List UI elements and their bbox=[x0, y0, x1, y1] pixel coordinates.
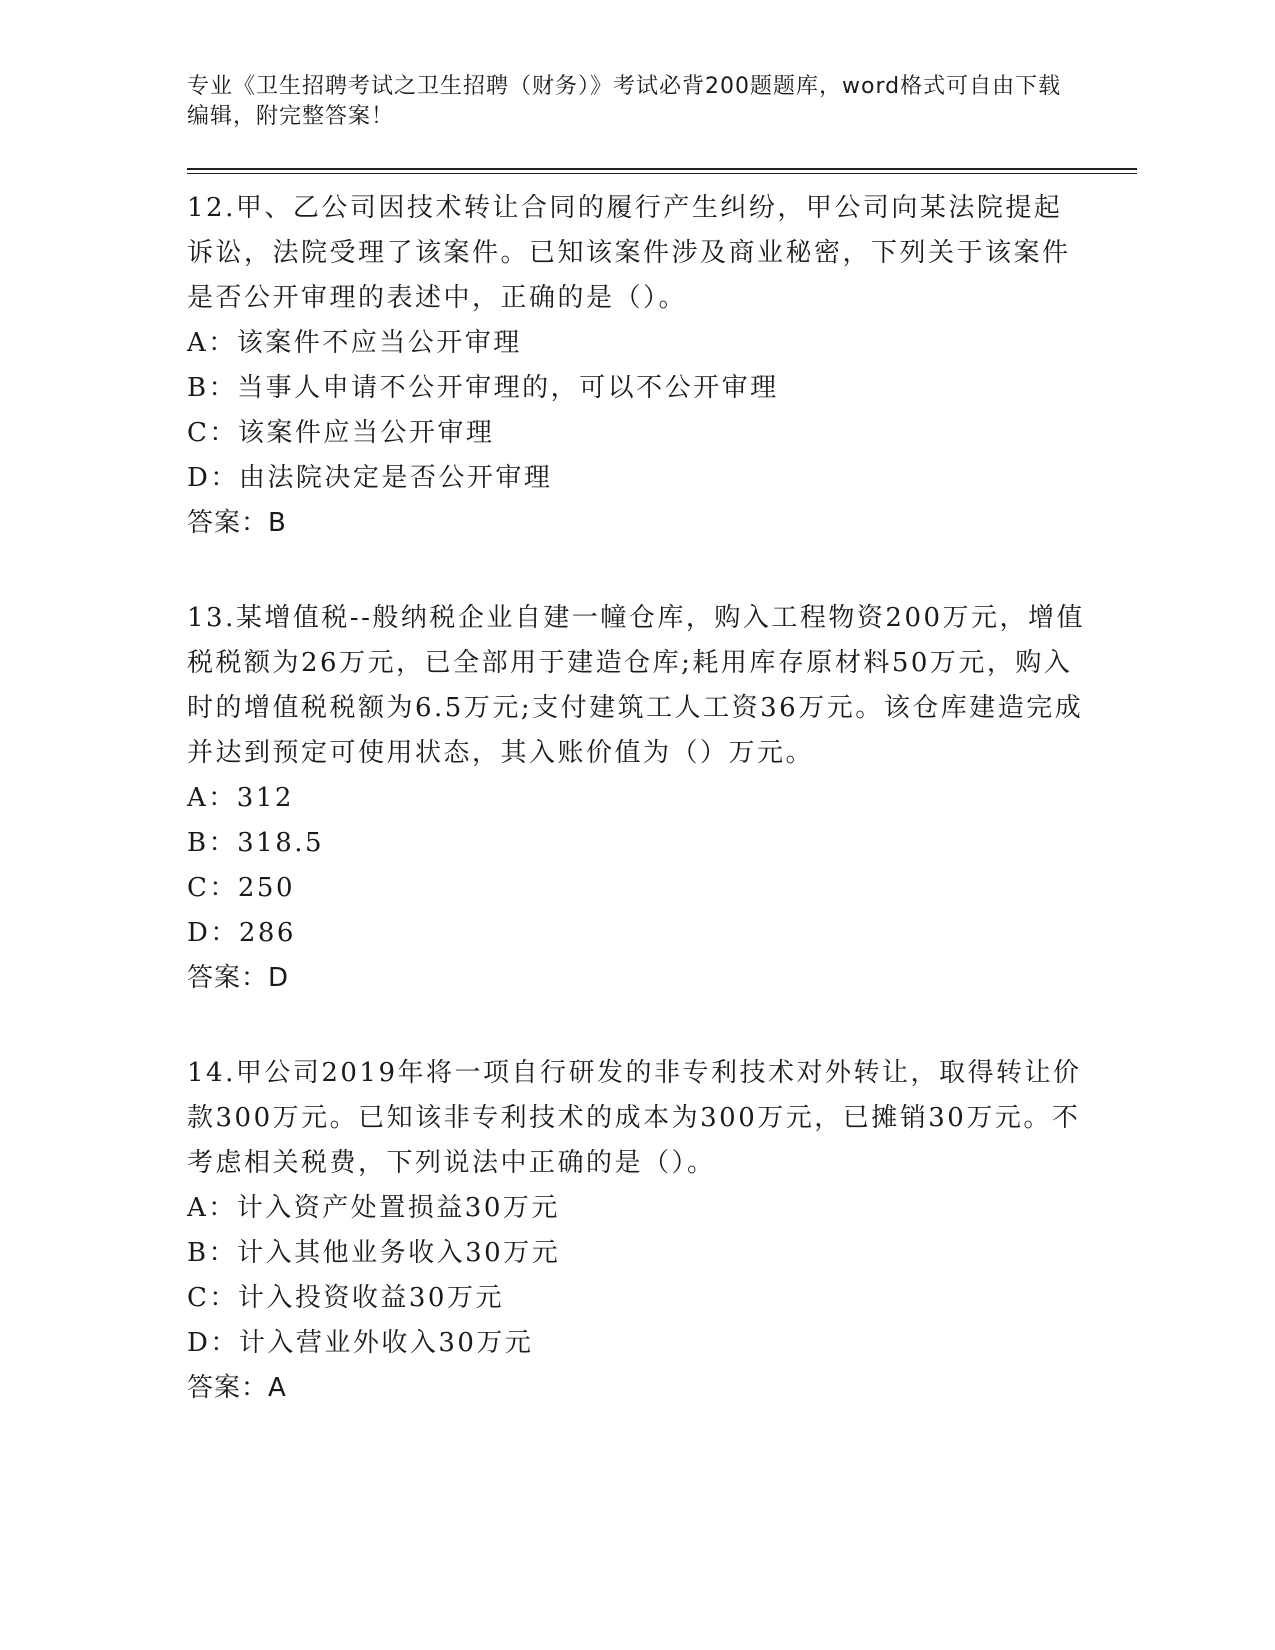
option-a: A：312 bbox=[187, 783, 294, 813]
question-stem: 13.某增值税--般纳税企业自建一幢仓库，购入工程物资200万元，增值税税额为26万元，已全部用于建造仓库;耗用库存原材料50万元，购入时的增值税税额为6.5万元;支付建筑工人工资36万元。该仓库建造完成并达到预定可使用状态，其入账价值为（）万元。 bbox=[187, 603, 1086, 768]
option-d: D：计入营业外收入30万元 bbox=[187, 1328, 534, 1358]
option-c: C：该案件应当公开审理 bbox=[187, 418, 495, 448]
option-b: B：当事人申请不公开审理的，可以不公开审理 bbox=[187, 373, 779, 403]
question-stem: 12.甲、乙公司因技术转让合同的履行产生纠纷，甲公司向某法院提起诉讼，法院受理了该案件。已知该案件涉及商业秘密，下列关于该案件是否公开审理的表述中，正确的是（）。 bbox=[187, 193, 1071, 313]
question-12 bbox=[187, 186, 1137, 546]
question-14 bbox=[187, 1051, 1137, 1411]
document-header: 专业《卫生招聘考试之卫生招聘（财务）》考试必背200题题库，word格式可自由下载编辑，附完整答案！ bbox=[187, 74, 1062, 129]
option-b: B：318.5 bbox=[187, 828, 325, 858]
answer-line: 答案：A bbox=[187, 1373, 287, 1403]
option-a: A：计入资产处置损益30万元 bbox=[187, 1193, 560, 1223]
answer-line: 答案：B bbox=[187, 508, 287, 538]
option-a: A：该案件不应当公开审理 bbox=[187, 328, 522, 358]
question-stem: 14.甲公司2019年将一项自行研发的非专利技术对外转让，取得转让价款300万元。已知该非专利技术的成本为300万元，已摊销30万元。不考虑相关税费，下列说法中正确的是（）。 bbox=[187, 1058, 1082, 1178]
question-13 bbox=[187, 596, 1137, 1001]
answer-line: 答案：D bbox=[187, 963, 290, 993]
document-page bbox=[187, 72, 1137, 1411]
option-b: B：计入其他业务收入30万元 bbox=[187, 1238, 561, 1268]
option-c: C：计入投资收益30万元 bbox=[187, 1283, 504, 1313]
option-d: D：由法院决定是否公开审理 bbox=[187, 463, 553, 493]
option-d: D：286 bbox=[187, 918, 296, 948]
option-c: C：250 bbox=[187, 873, 296, 903]
header-divider bbox=[187, 168, 1137, 174]
